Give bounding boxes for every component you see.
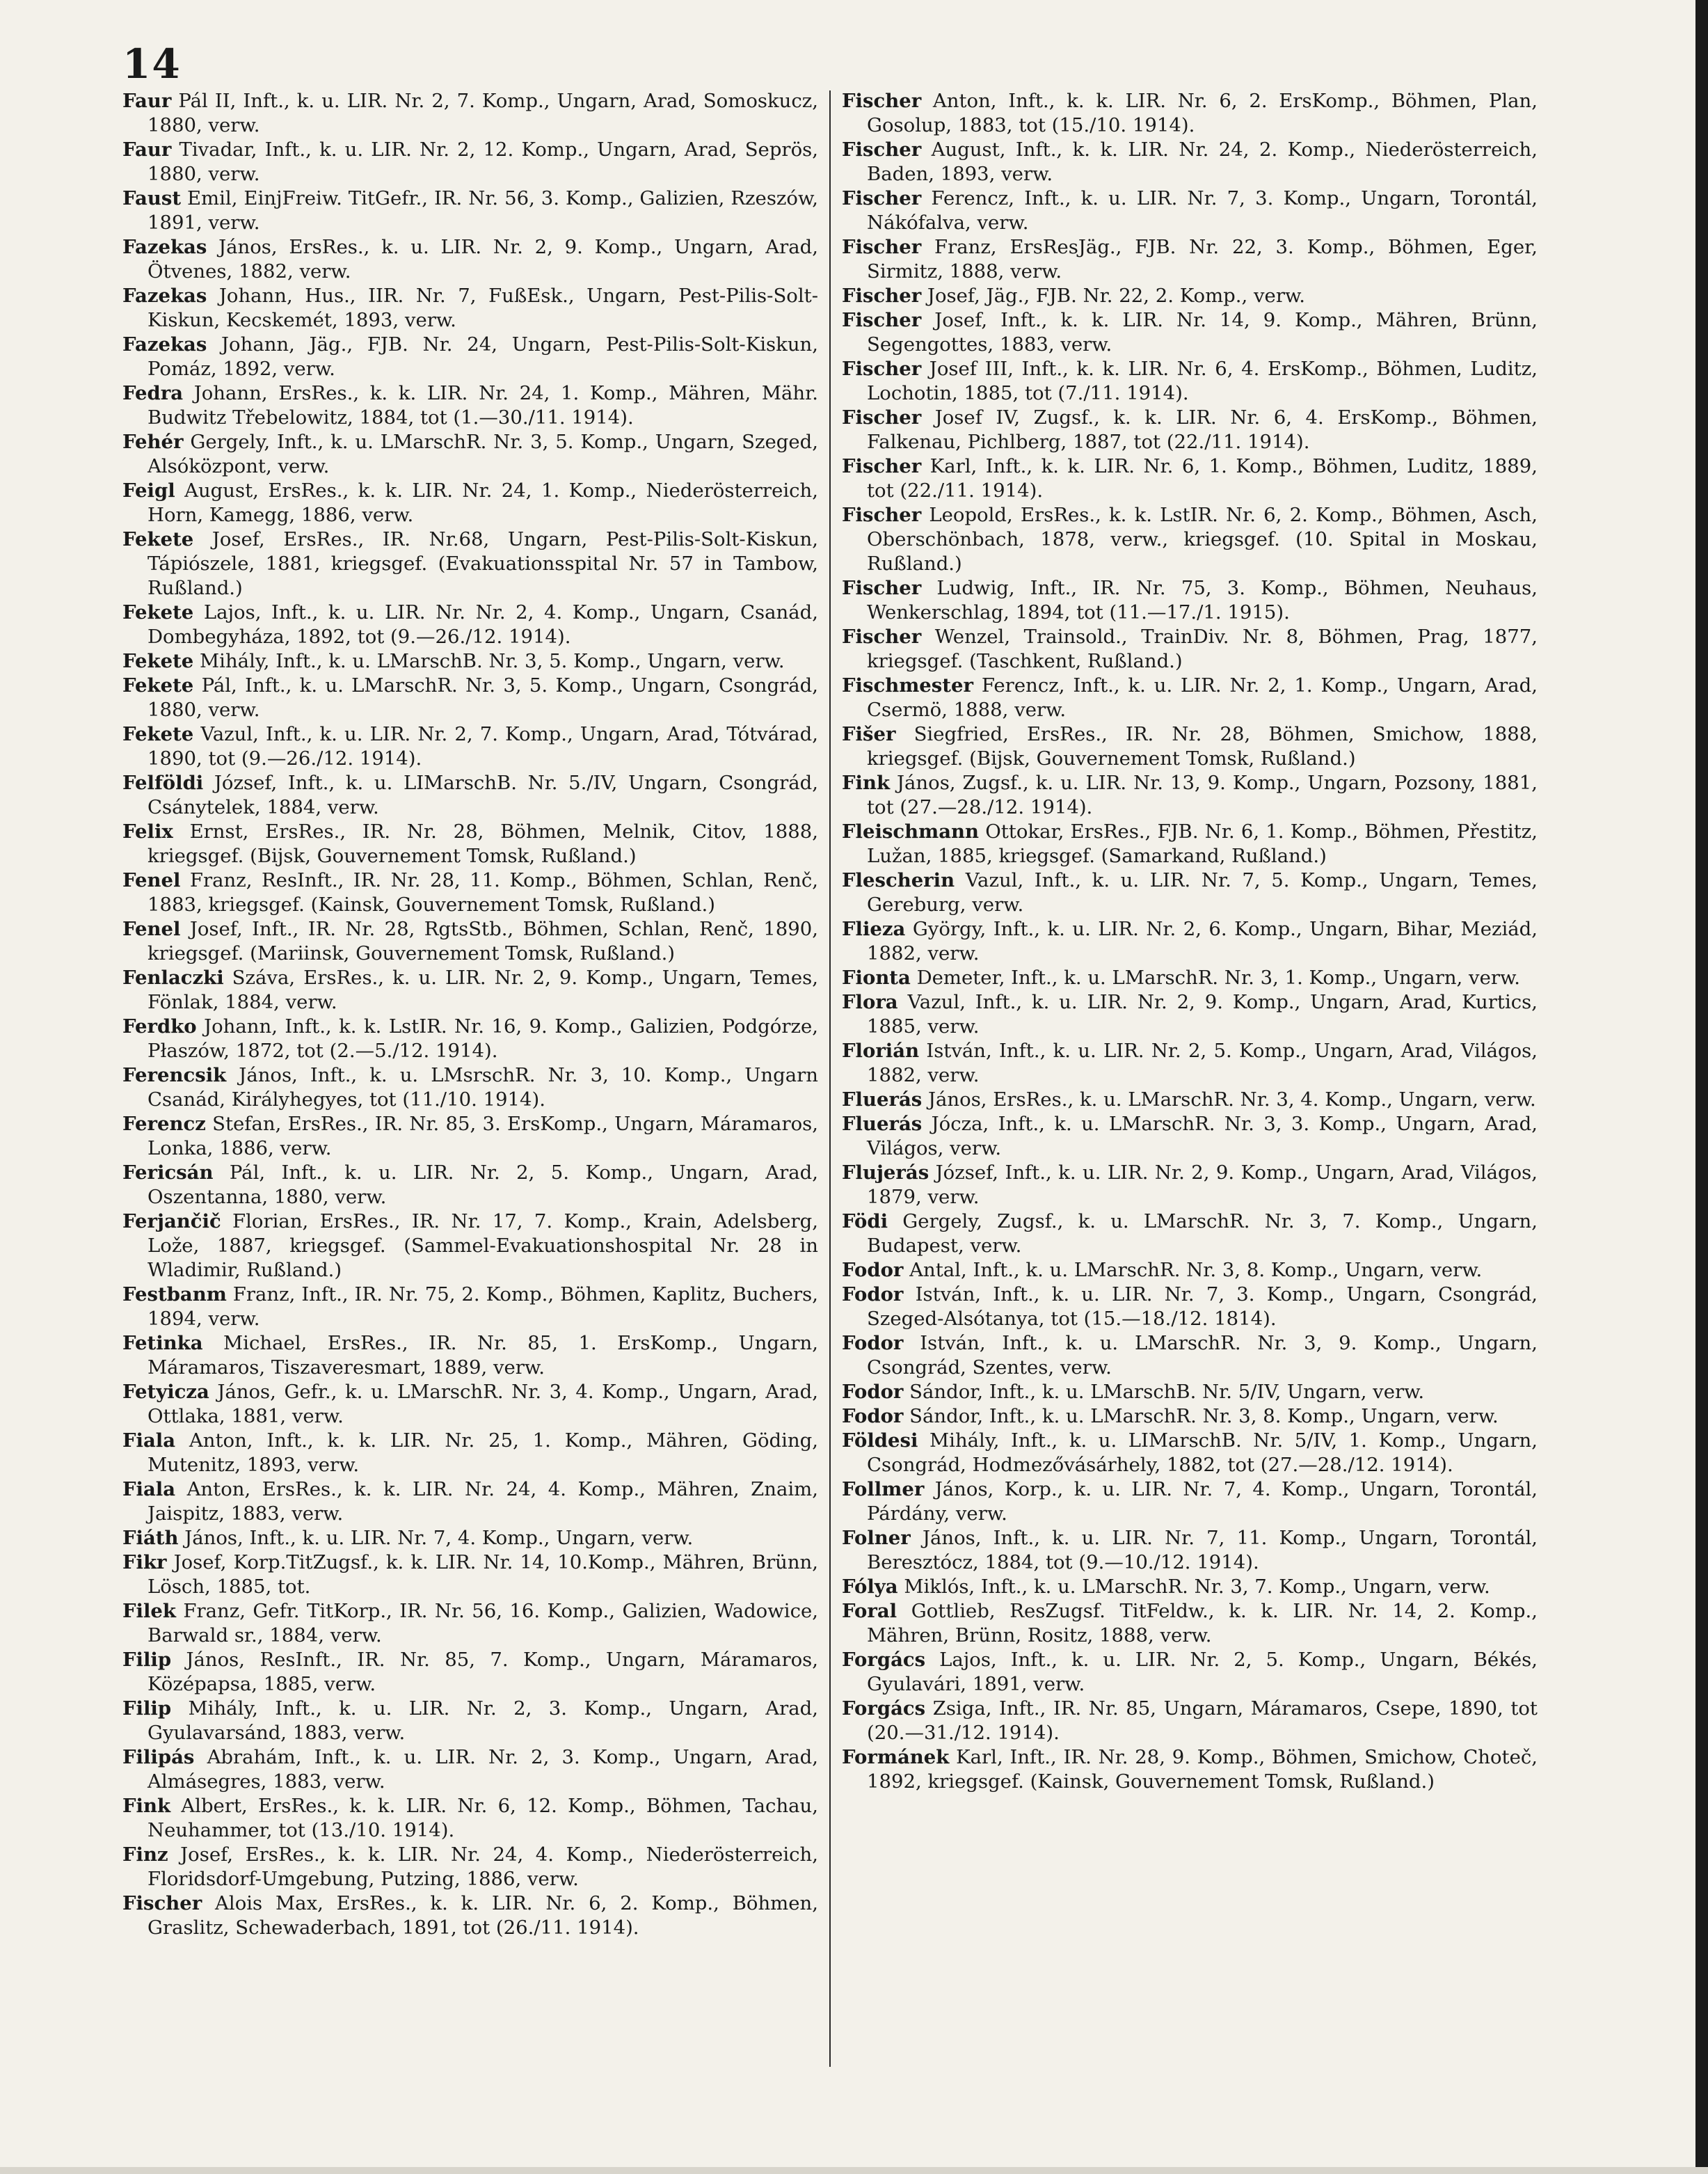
entry-details: Franz, ResInft., IR. Nr. 28, 11. Komp., Böhmen, Schlan, Renč, 1883, kriegsgef. (Kainsk, Gouvernement Tomsk, Rußland.)	[147, 869, 818, 916]
entry-details: Karl, Inft., k. k. LIR. Nr. 6, 1. Komp., Böhmen, Luditz, 1889, tot (22./11. 1914).	[867, 455, 1538, 502]
entry-details: István, Inft., k. u. LMarschR. Nr. 3, 9. Komp., Ungarn, Csongrád, Szentes, verw.	[867, 1332, 1538, 1379]
entry-details: Ludwig, Inft., IR. Nr. 75, 3. Komp., Böhmen, Neuhaus, Wenkerschlag, 1894, tot (11.—17./1. 1915).	[867, 577, 1538, 624]
entry-details: Sándor, Inft., k. u. LMarschB. Nr. 5/IV, Ungarn, verw.	[903, 1381, 1425, 1403]
entry-surname: Fischer	[842, 309, 922, 331]
entry-details: Jócza, Inft., k. u. LMarschR. Nr. 3, 3. Komp., Ungarn, Arad, Világos, verw.	[867, 1113, 1538, 1159]
list-item	[122, 284, 818, 333]
entry-surname: Forgács	[842, 1649, 926, 1671]
entry-surname: Foral	[842, 1600, 897, 1622]
entry-details: Lajos, Inft., k. u. LIR. Nr. 2, 5. Komp., Ungarn, Békés, Gyulavári, 1891, verw.	[867, 1649, 1538, 1695]
entry-details: Leopold, ErsRes., k. k. LstIR. Nr. 6, 2. Komp., Böhmen, Asch, Oberschönbach, 1878, verw., kriegsgef. (10. Spital in Moskau, Rußland.)	[867, 504, 1538, 575]
entry-surname: Fischer	[842, 138, 922, 161]
entry-details: Florian, ErsRes., IR. Nr. 17, 7. Komp., Krain, Adelsberg, Lože, 1887, kriegsgef. (Sammel-Evakuationshospital Nr. 28 in Wladimir, Rußland.)	[147, 1210, 818, 1281]
entry-details: Josef III, Inft., k. k. LIR. Nr. 6, 4. ErsKomp., Böhmen, Luditz, Lochotin, 1885, tot (7./11. 1914).	[867, 358, 1538, 404]
entry-details: Albert, ErsRes., k. k. LIR. Nr. 6, 12. Komp., Böhmen, Tachau, Neuhammer, tot (13./10. 1914).	[147, 1795, 818, 1841]
entry-surname: Fekete	[122, 723, 194, 745]
list-item	[842, 1745, 1538, 1794]
entry-surname: Filipás	[122, 1746, 195, 1768]
entry-surname: Flora	[842, 991, 898, 1013]
list-item	[122, 601, 818, 649]
entry-details: Sándor, Inft., k. u. LMarschR. Nr. 3, 8. Komp., Ungarn, verw.	[903, 1405, 1499, 1427]
entry-details: Mihály, Inft., k. u. LIMarschB. Nr. 5/IV, 1. Komp., Ungarn, Csongrád, Hodmezővásárhely, 1882, tot (27.—28./12. 1914).	[867, 1429, 1538, 1476]
entry-surname: Fischer	[842, 90, 922, 112]
entry-surname: Faust	[122, 187, 182, 209]
entry-details: Josef IV, Zugsf., k. k. LIR. Nr. 6, 4. ErsKomp., Böhmen, Falkenau, Pichlberg, 1887, tot (22./11. 1914).	[867, 406, 1538, 453]
entry-details: Mihály, Inft., k. u. LMarschB. Nr. 3, 5. Komp., Ungarn, verw.	[193, 650, 785, 672]
entry-surname: Fodor	[842, 1283, 904, 1306]
entry-surname: Fólya	[842, 1576, 898, 1598]
list-item	[122, 1550, 818, 1599]
entry-surname: Fazekas	[122, 333, 207, 356]
entry-details: Josef, ErsRes., IR. Nr.68, Ungarn, Pest-Pilis-Solt-Kiskun, Tápiószele, 1881, kriegsgef. (Evakuationsspital Nr. 57 in Tambow, Rußland.)	[147, 528, 818, 599]
entry-surname: Fetinka	[122, 1332, 203, 1354]
list-item	[842, 820, 1538, 868]
entry-surname: Fischmester	[842, 674, 973, 697]
entry-details: Vazul, Inft., k. u. LIR. Nr. 2, 9. Komp., Ungarn, Arad, Kurtics, 1885, verw.	[867, 991, 1538, 1038]
list-item	[842, 1697, 1538, 1745]
list-item	[842, 1112, 1538, 1161]
entry-details: Zsiga, Inft., IR. Nr. 85, Ungarn, Máramaros, Csepe, 1890, tot (20.—31./12. 1914).	[867, 1697, 1538, 1744]
list-item	[122, 430, 818, 479]
entry-surname: Fluerás	[842, 1088, 923, 1111]
list-item	[122, 1209, 818, 1283]
entry-surname: Fischer	[842, 358, 922, 380]
entry-details: Vazul, Inft., k. u. LIR. Nr. 2, 7. Komp., Ungarn, Arad, Tótvárad, 1890, tot (9.—26./12. 1914).	[147, 723, 818, 770]
list-item	[842, 503, 1538, 576]
list-item	[122, 966, 818, 1015]
entry-details: János, Inft., k. u. LIR. Nr. 7, 4. Komp., Ungarn, verw.	[178, 1527, 694, 1549]
entry-details: István, Inft., k. u. LIR. Nr. 2, 5. Komp., Ungarn, Arad, Világos, 1882, verw.	[867, 1040, 1538, 1086]
list-item	[122, 1526, 818, 1550]
entry-surname: Fericsán	[122, 1161, 214, 1184]
list-item	[122, 1843, 818, 1891]
entry-surname: Finz	[122, 1843, 168, 1866]
list-item	[122, 917, 818, 966]
entry-surname: Fischer	[842, 577, 922, 599]
entry-surname: Folner	[842, 1527, 911, 1549]
list-item	[842, 1429, 1538, 1477]
list-item	[842, 917, 1538, 966]
entry-surname: Felix	[122, 820, 173, 843]
list-item	[122, 1794, 818, 1843]
entry-details: Anton, Inft., k. k. LIR. Nr. 6, 2. ErsKomp., Böhmen, Plan, Gosolup, 1883, tot (15./10. 1914).	[867, 90, 1538, 136]
entry-surname: Fekete	[122, 601, 194, 624]
list-item	[842, 1648, 1538, 1697]
entry-details: August, ErsRes., k. k. LIR. Nr. 24, 1. Komp., Niederösterreich, Horn, Kamegg, 1886, verw.	[147, 479, 818, 526]
list-item	[122, 138, 818, 187]
entry-surname: Fiala	[122, 1429, 176, 1452]
entry-details: Száva, ErsRes., k. u. LIR. Nr. 2, 9. Komp., Ungarn, Temes, Fönlak, 1884, verw.	[147, 967, 818, 1013]
entry-surname: Fleischmann	[842, 820, 980, 843]
entry-surname: Fiala	[122, 1478, 176, 1500]
list-item	[842, 1258, 1538, 1283]
entry-details: Ferencz, Inft., k. u. LIR. Nr. 7, 3. Komp., Ungarn, Torontál, Nákófalva, verw.	[867, 187, 1538, 234]
entry-surname: Fodor	[842, 1332, 904, 1354]
list-item	[122, 1477, 818, 1526]
entry-details: Pál II, Inft., k. u. LIR. Nr. 2, 7. Komp., Ungarn, Arad, Somoskucz, 1880, verw.	[147, 90, 818, 136]
list-item	[122, 479, 818, 527]
entry-surname: Filip	[122, 1697, 172, 1720]
entry-details: Antal, Inft., k. u. LMarschR. Nr. 3, 8. Komp., Ungarn, verw.	[903, 1259, 1483, 1281]
list-item	[122, 381, 818, 430]
entry-details: Anton, ErsRes., k. k. LIR. Nr. 24, 4. Komp., Mähren, Znaim, Jaispitz, 1883, verw.	[147, 1478, 818, 1525]
entry-details: Lajos, Inft., k. u. LIR. Nr. Nr. 2, 4. Komp., Ungarn, Csanád, Dombegyháza, 1892, tot (9.—26./12. 1914).	[147, 601, 818, 648]
entry-details: Franz, ErsResJäg., FJB. Nr. 22, 3. Komp., Böhmen, Eger, Sirmitz, 1888, verw.	[867, 236, 1538, 283]
entry-details: György, Inft., k. u. LIR. Nr. 2, 6. Komp., Ungarn, Bihar, Meziád, 1882, verw.	[867, 918, 1538, 965]
list-item	[842, 771, 1538, 820]
entry-surname: Fekete	[122, 650, 194, 672]
entry-surname: Fischer	[842, 504, 922, 526]
entry-details: Wenzel, Trainsold., TrainDiv. Nr. 8, Böhmen, Prag, 1877, kriegsgef. (Taschkent, Rußland.)	[867, 626, 1538, 672]
entry-details: Abrahám, Inft., k. u. LIR. Nr. 2, 3. Komp., Ungarn, Arad, Almásegres, 1883, verw.	[147, 1746, 818, 1793]
right-column	[842, 89, 1538, 1794]
list-item	[842, 1575, 1538, 1599]
list-item	[842, 722, 1538, 771]
entry-details: Gottlieb, ResZugsf. TitFeldw., k. k. LIR. Nr. 14, 2. Komp., Mähren, Brünn, Rositz, 1888, verw.	[867, 1600, 1538, 1647]
entry-surname: Fazekas	[122, 285, 207, 307]
list-item	[842, 406, 1538, 454]
entry-surname: Fenlaczki	[122, 967, 224, 989]
entry-surname: Fischer	[842, 285, 922, 307]
list-item	[122, 771, 818, 820]
entry-details: Franz, Inft., IR. Nr. 75, 2. Komp., Böhmen, Kaplitz, Buchers, 1894, verw.	[147, 1283, 818, 1330]
entry-details: István, Inft., k. u. LIR. Nr. 7, 3. Komp., Ungarn, Csongrád, Szeged-Alsótanya, tot (15.—18./12. 1814).	[867, 1283, 1538, 1330]
entry-surname: Fionta	[842, 967, 911, 989]
entry-surname: Fischer	[842, 455, 922, 477]
entry-surname: Fazekas	[122, 236, 207, 258]
list-item	[842, 357, 1538, 406]
list-item	[842, 284, 1538, 308]
entry-surname: Felföldi	[122, 772, 204, 794]
entry-surname: Feigl	[122, 479, 175, 502]
entry-details: Gergely, Zugsf., k. u. LMarschR. Nr. 3, 7. Komp., Ungarn, Budapest, verw.	[867, 1210, 1538, 1257]
entry-surname: Filip	[122, 1649, 172, 1671]
list-item	[122, 1112, 818, 1161]
list-item	[122, 527, 818, 601]
entry-surname: Fischer	[842, 236, 922, 258]
entry-surname: Fenel	[122, 918, 181, 940]
entry-details: János, ErsRes., k. u. LMarschR. Nr. 3, 4. Komp., Ungarn, verw.	[922, 1088, 1536, 1111]
entry-details: Karl, Inft., IR. Nr. 28, 9. Komp., Böhmen, Smichow, Choteč, 1892, kriegsgef. (Kainsk, Gouvernement Tomsk, Rußland.)	[867, 1746, 1538, 1793]
entry-surname: Fikr	[122, 1551, 167, 1573]
list-item	[842, 1404, 1538, 1429]
entry-surname: Fišer	[842, 723, 896, 745]
entry-details: Johann, Inft., k. k. LstIR. Nr. 16, 9. Komp., Galizien, Podgórze, Płaszów, 1872, tot (2.—5./12. 1914).	[147, 1015, 818, 1062]
list-item	[122, 1283, 818, 1331]
entry-surname: Flujerás	[842, 1161, 929, 1184]
entry-surname: Formánek	[842, 1746, 950, 1768]
list-item	[122, 1648, 818, 1697]
entry-surname: Fischer	[842, 187, 922, 209]
entry-surname: Fodor	[842, 1405, 904, 1427]
entry-surname: Flieza	[842, 918, 906, 940]
entry-details: Stefan, ErsRes., IR. Nr. 85, 3. ErsKomp., Ungarn, Máramaros, Lonka, 1886, verw.	[147, 1113, 818, 1159]
entry-surname: Fischer	[122, 1892, 202, 1914]
entry-details: József, Inft., k. u. LIR. Nr. 2, 9. Komp., Ungarn, Arad, Világos, 1879, verw.	[867, 1161, 1538, 1208]
entry-details: Josef, Inft., k. k. LIR. Nr. 14, 9. Komp., Mähren, Brünn, Segengottes, 1883, verw.	[867, 309, 1538, 356]
column-divider	[829, 90, 831, 2067]
entry-details: Johann, Jäg., FJB. Nr. 24, Ungarn, Pest-Pilis-Solt-Kiskun, Pomáz, 1892, verw.	[147, 333, 818, 380]
entry-details: János, Zugsf., k. u. LIR. Nr. 13, 9. Komp., Ungarn, Pozsony, 1881, tot (27.—28./12. 1914).	[867, 772, 1538, 818]
list-item	[122, 820, 818, 868]
list-item	[842, 1039, 1538, 1088]
entry-details: Michael, ErsRes., IR. Nr. 85, 1. ErsKomp., Ungarn, Máramaros, Tiszaveresmart, 1889, verw.	[147, 1332, 818, 1379]
entry-details: Siegfried, ErsRes., IR. Nr. 28, Böhmen, Smichow, 1888, kriegsgef. (Bijsk, Gouvernement Tomsk, Rußland.)	[867, 723, 1538, 770]
entry-surname: Ferencsik	[122, 1064, 227, 1086]
entry-surname: Ferjančič	[122, 1210, 221, 1232]
list-item	[842, 868, 1538, 917]
entry-details: Alois Max, ErsRes., k. k. LIR. Nr. 6, 2. Komp., Böhmen, Graslitz, Schewaderbach, 1891, tot (26./11. 1914).	[147, 1892, 818, 1939]
left-column	[122, 89, 818, 1940]
entry-surname: Fischer	[842, 406, 922, 429]
entry-details: Vazul, Inft., k. u. LIR. Nr. 7, 5. Komp., Ungarn, Temes, Gereburg, verw.	[867, 869, 1538, 916]
list-item	[122, 89, 818, 138]
entry-surname: Födi	[842, 1210, 888, 1232]
scan-edge	[1695, 0, 1708, 2174]
entry-surname: Forgács	[842, 1697, 926, 1720]
list-item	[842, 1331, 1538, 1380]
entry-surname: Filek	[122, 1600, 176, 1622]
entry-surname: Fodor	[842, 1259, 904, 1281]
entry-details: János, ResInft., IR. Nr. 85, 7. Komp., Ungarn, Máramaros, Középapsa, 1885, verw.	[147, 1649, 818, 1695]
entry-surname: Festbanm	[122, 1283, 227, 1306]
entry-details: Ernst, ErsRes., IR. Nr. 28, Böhmen, Melnik, Citov, 1888, kriegsgef. (Bijsk, Gouvernement Tomsk, Rußland.)	[147, 820, 818, 867]
entry-details: János, Inft., k. u. LIR. Nr. 7, 11. Komp., Ungarn, Torontál, Beresztócz, 1884, tot (9.—10./12. 1914).	[867, 1527, 1538, 1573]
page-number: 14	[122, 40, 182, 88]
entry-details: Franz, Gefr. TitKorp., IR. Nr. 56, 16. Komp., Galizien, Wadowice, Barwald sr., 1884, verw.	[147, 1600, 818, 1647]
entry-details: Gergely, Inft., k. u. LMarschR. Nr. 3, 5. Komp., Ungarn, Szeged, Alsóközpont, verw.	[147, 431, 818, 477]
list-item	[122, 1599, 818, 1648]
list-item	[842, 454, 1538, 503]
list-item	[842, 990, 1538, 1039]
entry-surname: Fischer	[842, 626, 922, 648]
list-item	[842, 1209, 1538, 1258]
scan-edge-bottom	[0, 2167, 1708, 2174]
entry-surname: Flescherin	[842, 869, 955, 891]
entry-details: József, Inft., k. u. LIMarschB. Nr. 5./IV, Ungarn, Csongrád, Csánytelek, 1884, verw.	[147, 772, 818, 818]
list-item	[842, 576, 1538, 625]
entry-surname: Fehér	[122, 431, 184, 453]
entry-details: Ferencz, Inft., k. u. LIR. Nr. 2, 1. Komp., Ungarn, Arad, Csermö, 1888, verw.	[867, 674, 1538, 721]
entry-details: Pál, Inft., k. u. LIR. Nr. 2, 5. Komp., Ungarn, Arad, Oszentanna, 1880, verw.	[147, 1161, 818, 1208]
list-item	[122, 1697, 818, 1745]
list-item	[122, 1429, 818, 1477]
entry-surname: Faur	[122, 138, 172, 161]
list-item	[842, 1526, 1538, 1575]
entry-surname: Fink	[122, 1795, 171, 1817]
list-item	[842, 1477, 1538, 1526]
entry-surname: Fekete	[122, 674, 194, 697]
list-item	[122, 1063, 818, 1112]
entry-surname: Fenel	[122, 869, 181, 891]
entry-details: Mihály, Inft., k. u. LIR. Nr. 2, 3. Komp., Ungarn, Arad, Gyulavarsánd, 1883, verw.	[147, 1697, 818, 1744]
list-item	[122, 333, 818, 381]
list-item	[122, 674, 818, 722]
list-item	[842, 1088, 1538, 1112]
entry-details: János, ErsRes., k. u. LIR. Nr. 2, 9. Komp., Ungarn, Arad, Ötvenes, 1882, verw.	[147, 236, 818, 283]
list-item	[122, 1015, 818, 1063]
list-item	[122, 187, 818, 235]
entry-details: Demeter, Inft., k. u. LMarschR. Nr. 3, 1. Komp., Ungarn, verw.	[910, 967, 1521, 989]
entry-surname: Follmer	[842, 1478, 925, 1500]
list-item	[122, 649, 818, 674]
entry-details: Johann, Hus., IIR. Nr. 7, FußEsk., Ungarn, Pest-Pilis-Solt-Kiskun, Kecskemét, 1893, verw.	[147, 285, 818, 331]
entry-surname: Földesi	[842, 1429, 918, 1452]
entry-details: János, Korp., k. u. LIR. Nr. 7, 4. Komp., Ungarn, Torontál, Párdány, verw.	[867, 1478, 1538, 1525]
list-item	[842, 625, 1538, 674]
list-item	[122, 1891, 818, 1940]
entry-surname: Fekete	[122, 528, 194, 550]
entry-surname: Fedra	[122, 382, 184, 404]
entry-details: János, Gefr., k. u. LMarschR. Nr. 3, 4. Komp., Ungarn, Arad, Ottlaka, 1881, verw.	[147, 1381, 818, 1427]
list-item	[122, 1380, 818, 1429]
entry-surname: Ferdko	[122, 1015, 197, 1038]
list-item	[122, 1161, 818, 1209]
entry-details: Josef, Inft., IR. Nr. 28, RgtsStb., Böhmen, Schlan, Renč, 1890, kriegsgef. (Mariinsk, Gouvernement Tomsk, Rußland.)	[147, 918, 818, 965]
entry-details: Josef, Korp.TitZugsf., k. k. LIR. Nr. 14, 10.Komp., Mähren, Brünn, Lösch, 1885, tot.	[147, 1551, 818, 1598]
list-item	[122, 1745, 818, 1794]
entry-surname: Florián	[842, 1040, 920, 1062]
entry-details: Ottokar, ErsRes., FJB. Nr. 6, 1. Komp., Böhmen, Přestitz, Lužan, 1885, kriegsgef. (Samarkand, Rußland.)	[867, 820, 1538, 867]
list-item	[842, 138, 1538, 187]
entry-details: Josef, ErsRes., k. k. LIR. Nr. 24, 4. Komp., Niederösterreich, Floridsdorf-Umgebung, Putzing, 1886, verw.	[147, 1843, 818, 1890]
list-item	[842, 1283, 1538, 1331]
entry-surname: Ferencz	[122, 1113, 206, 1135]
list-item	[842, 308, 1538, 357]
entry-details: Emil, EinjFreiw. TitGefr., IR. Nr. 56, 3. Komp., Galizien, Rzeszów, 1891, verw.	[147, 187, 818, 234]
list-item	[842, 674, 1538, 722]
entry-details: Anton, Inft., k. k. LIR. Nr. 25, 1. Komp., Mähren, Göding, Mutenitz, 1893, verw.	[147, 1429, 818, 1476]
entry-details: Josef, Jäg., FJB. Nr. 22, 2. Komp., verw.	[921, 285, 1305, 307]
entry-surname: Fink	[842, 772, 891, 794]
entry-surname: Fodor	[842, 1381, 904, 1403]
list-item	[122, 235, 818, 284]
list-item	[122, 1331, 818, 1380]
entry-surname: Fiáth	[122, 1527, 179, 1549]
entry-details: Tivadar, Inft., k. u. LIR. Nr. 2, 12. Komp., Ungarn, Arad, Seprös, 1880, verw.	[147, 138, 818, 185]
list-item	[842, 1380, 1538, 1404]
list-item	[842, 1161, 1538, 1209]
list-item	[842, 89, 1538, 138]
list-item	[842, 187, 1538, 235]
entry-details: August, Inft., k. k. LIR. Nr. 24, 2. Komp., Niederösterreich, Baden, 1893, verw.	[867, 138, 1538, 185]
list-item	[122, 722, 818, 771]
entry-details: Johann, ErsRes., k. k. LIR. Nr. 24, 1. Komp., Mähren, Mähr. Budwitz Třebelowitz, 1884, tot (1.—30./11. 1914).	[147, 382, 818, 429]
entry-details: Pál, Inft., k. u. LMarschR. Nr. 3, 5. Komp., Ungarn, Csongrád, 1880, verw.	[147, 674, 818, 721]
entry-surname: Fluerás	[842, 1113, 923, 1135]
list-item	[842, 966, 1538, 990]
list-item	[122, 868, 818, 917]
entry-details: Miklós, Inft., k. u. LMarschR. Nr. 3, 7. Komp., Ungarn, verw.	[897, 1576, 1490, 1598]
list-item	[842, 235, 1538, 284]
list-item	[842, 1599, 1538, 1648]
entry-details: János, Inft., k. u. LMsrschR. Nr. 3, 10. Komp., Ungarn Csanád, Királyhegyes, tot (11./10. 1914).	[147, 1064, 818, 1111]
entry-surname: Faur	[122, 90, 172, 112]
entry-surname: Fetyiczа	[122, 1381, 209, 1403]
